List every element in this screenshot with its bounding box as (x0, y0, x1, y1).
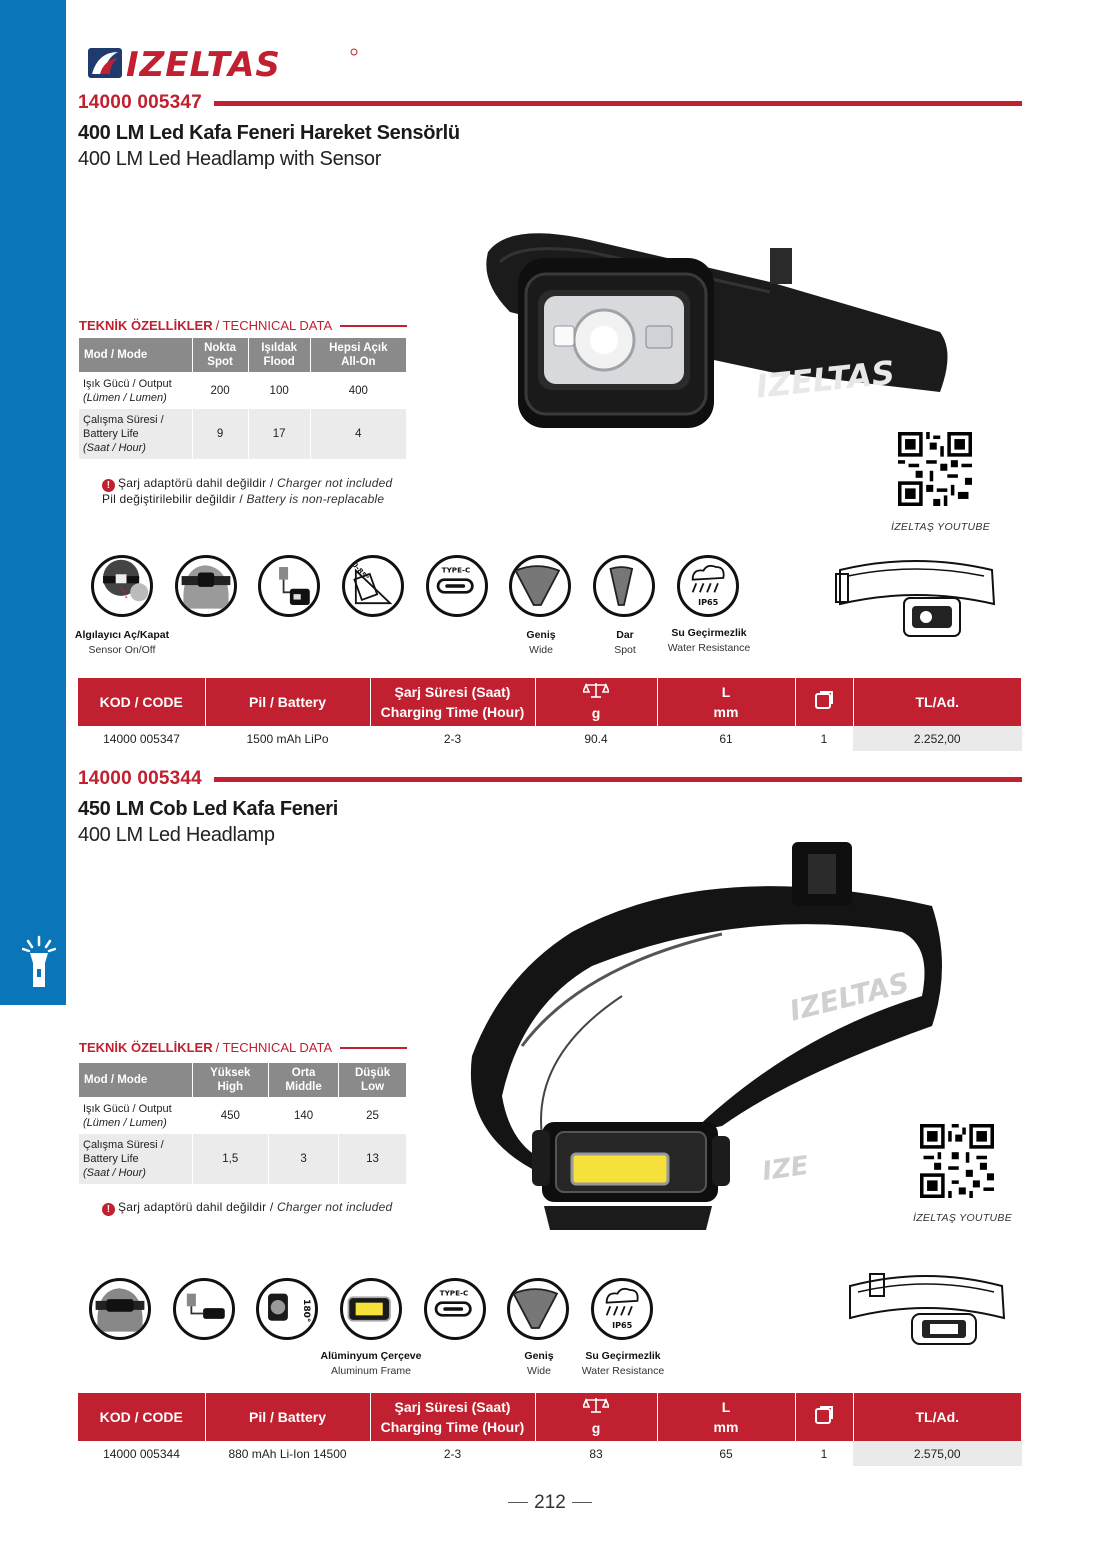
charging-icon (173, 1278, 235, 1340)
spec-row-battery-life: Çalışma Süresi / Battery Life (Saat / Hour) 1,5 3 13 (79, 1134, 407, 1184)
wide-beam-icon (507, 1278, 569, 1340)
feature-caption-water: Su Geçirmezlik Water Resistance (667, 627, 751, 654)
spec-row-battery-life: Çalışma Süresi / Battery Life (Saat / Hour) 9 17 4 (79, 409, 407, 459)
spot-beam-icon (593, 555, 655, 617)
note-battery-1: Pil değiştirilebilir değildir / Battery is non-replacable (102, 492, 385, 506)
product-title-tr: 450 LM Cob Led Kafa Feneri (78, 798, 339, 820)
package-quantity-icon (814, 1405, 834, 1425)
product-title-en: 400 LM Led Headlamp with Sensor (78, 148, 382, 170)
product-title-tr: 400 LM Led Kafa Feneri Hareket Sensörlü (78, 122, 460, 144)
product-code-header (78, 768, 1022, 790)
headlamp-image-1 (470, 222, 958, 432)
weight-scale-icon (583, 682, 609, 698)
price-table-2: KOD / CODE Pil / Battery Şarj Süresi (Saat) Charging Time (Hour) g L mm TL/Ad. 14000 005344 880 mAh Li-Ion 14500 2-3 83 65 1 2.575,00 (78, 1393, 1022, 1466)
feature-caption-wide: Geniş Wide (526, 629, 556, 656)
svg-text:IP65: IP65 (612, 1319, 633, 1330)
qr-caption-1: İZELTAŞ YOUTUBE (891, 521, 991, 533)
svg-text:TYPE-C: TYPE-C (439, 1288, 469, 1298)
headlamp-on-head-icon (175, 555, 237, 617)
technical-data-heading-2: TEKNİK ÖZELLİKLER / TECHNICAL DATA (79, 1040, 407, 1055)
svg-text:TYPE-C: TYPE-C (441, 565, 471, 575)
spec-mode-header: Mod / Mode (79, 1063, 192, 1097)
svg-text:0-85°: 0-85° (350, 559, 371, 583)
svg-text:180°: 180° (301, 1299, 312, 1323)
headlamp-image-2 (462, 836, 950, 1234)
svg-text:IZELTAS: IZELTAS (126, 45, 281, 80)
code-rule (214, 101, 1022, 106)
svg-text:IP65: IP65 (698, 596, 719, 607)
price-row: 14000 005347 1500 mAh LiPo 2-3 90.4 61 1 2.252,00 (78, 726, 1022, 751)
side-color-band (0, 0, 66, 1005)
qr-caption-2: İZELTAŞ YOUTUBE (913, 1212, 1013, 1224)
spec-table-1: Mod / Mode Nokta Spot Işıldak Flood Hepsi Açık All-On Işık Gücü / Output (Lümen / Lumen) 200 100 400 Çalışma Süresi / Battery Life (Saat / Hour) 9 17 4 (79, 338, 407, 459)
weight-scale-icon (583, 1397, 609, 1413)
svg-text:IZE: IZE (760, 1150, 811, 1188)
headlamp-line-drawing-1 (832, 556, 1000, 642)
product-code-header (78, 92, 1022, 114)
price-row: 14000 005344 880 mAh Li-Ion 14500 2-3 83 65 1 2.575,00 (78, 1441, 1022, 1466)
headlamp-on-head-icon (89, 1278, 151, 1340)
qr-code-youtube-2[interactable] (920, 1124, 994, 1198)
spec-mode-header: Mod / Mode (79, 338, 192, 372)
type-c-icon (424, 1278, 486, 1340)
svg-text:IZELTAS: IZELTAS (786, 966, 913, 1028)
type-c-icon (426, 555, 488, 617)
svg-text:IZELTAS: IZELTAS (754, 353, 897, 406)
brand-logo (88, 44, 360, 80)
feature-caption-sensor: Algılayıcı Aç/Kapat Sensor On/Off (74, 629, 170, 656)
feature-caption-water: Su Geçirmezlik Water Resistance (581, 1350, 665, 1377)
qr-code-youtube-1[interactable] (898, 432, 972, 506)
package-quantity-icon (814, 690, 834, 710)
product-title-en: 400 LM Led Headlamp (78, 824, 275, 846)
flashlight-icon (22, 935, 56, 991)
wide-beam-icon (509, 555, 571, 617)
price-table-1: KOD / CODE Pil / Battery Şarj Süresi (Saat) Charging Time (Hour) g L mm TL/Ad. 14000 005347 1500 mAh LiPo 2-3 90.4 61 1 2.252,00 (78, 678, 1022, 751)
ip65-water-resistance-icon (591, 1278, 653, 1340)
feature-caption-spot: Dar Spot (614, 629, 636, 656)
sensor-icon (91, 555, 153, 617)
note-charger-2: ! Şarj adaptörü dahil değildir / Charger not included (102, 1200, 392, 1216)
spec-row-output: Işık Gücü / Output (Lümen / Lumen) 450 140 25 (79, 1097, 407, 1134)
product-code: 14000 005344 (78, 768, 202, 789)
feature-caption-aluminum: Alüminyum Çerçeve Aluminum Frame (320, 1350, 422, 1377)
warning-icon: ! (102, 479, 115, 492)
spec-row-output: Işık Gücü / Output (Lümen / Lumen) 200 100 400 (79, 372, 407, 409)
headlamp-line-drawing-2 (842, 1266, 1010, 1352)
aluminum-frame-icon (340, 1278, 402, 1340)
tilt-angle-icon (342, 555, 404, 617)
ip65-water-resistance-icon (677, 555, 739, 617)
page-number: 212 (0, 1492, 1100, 1514)
spec-table-2: Mod / Mode Yüksek High Orta Middle Düşük Low Işık Gücü / Output (Lümen / Lumen) 450 140 25 Çalışma Süresi / Battery Life (Saat / Hour) 1,5 3 13 (79, 1063, 407, 1184)
technical-data-heading-1: TEKNİK ÖZELLİKLER / TECHNICAL DATA (79, 318, 407, 333)
charging-icon (258, 555, 320, 617)
warning-icon: ! (102, 1203, 115, 1216)
product-code: 14000 005347 (78, 92, 202, 113)
tilt-angle-icon (256, 1278, 318, 1340)
note-charger-1: ! Şarj adaptörü dahil değildir / Charger not included (102, 476, 392, 492)
code-rule (214, 777, 1022, 782)
feature-caption-wide: Geniş Wide (524, 1350, 554, 1377)
